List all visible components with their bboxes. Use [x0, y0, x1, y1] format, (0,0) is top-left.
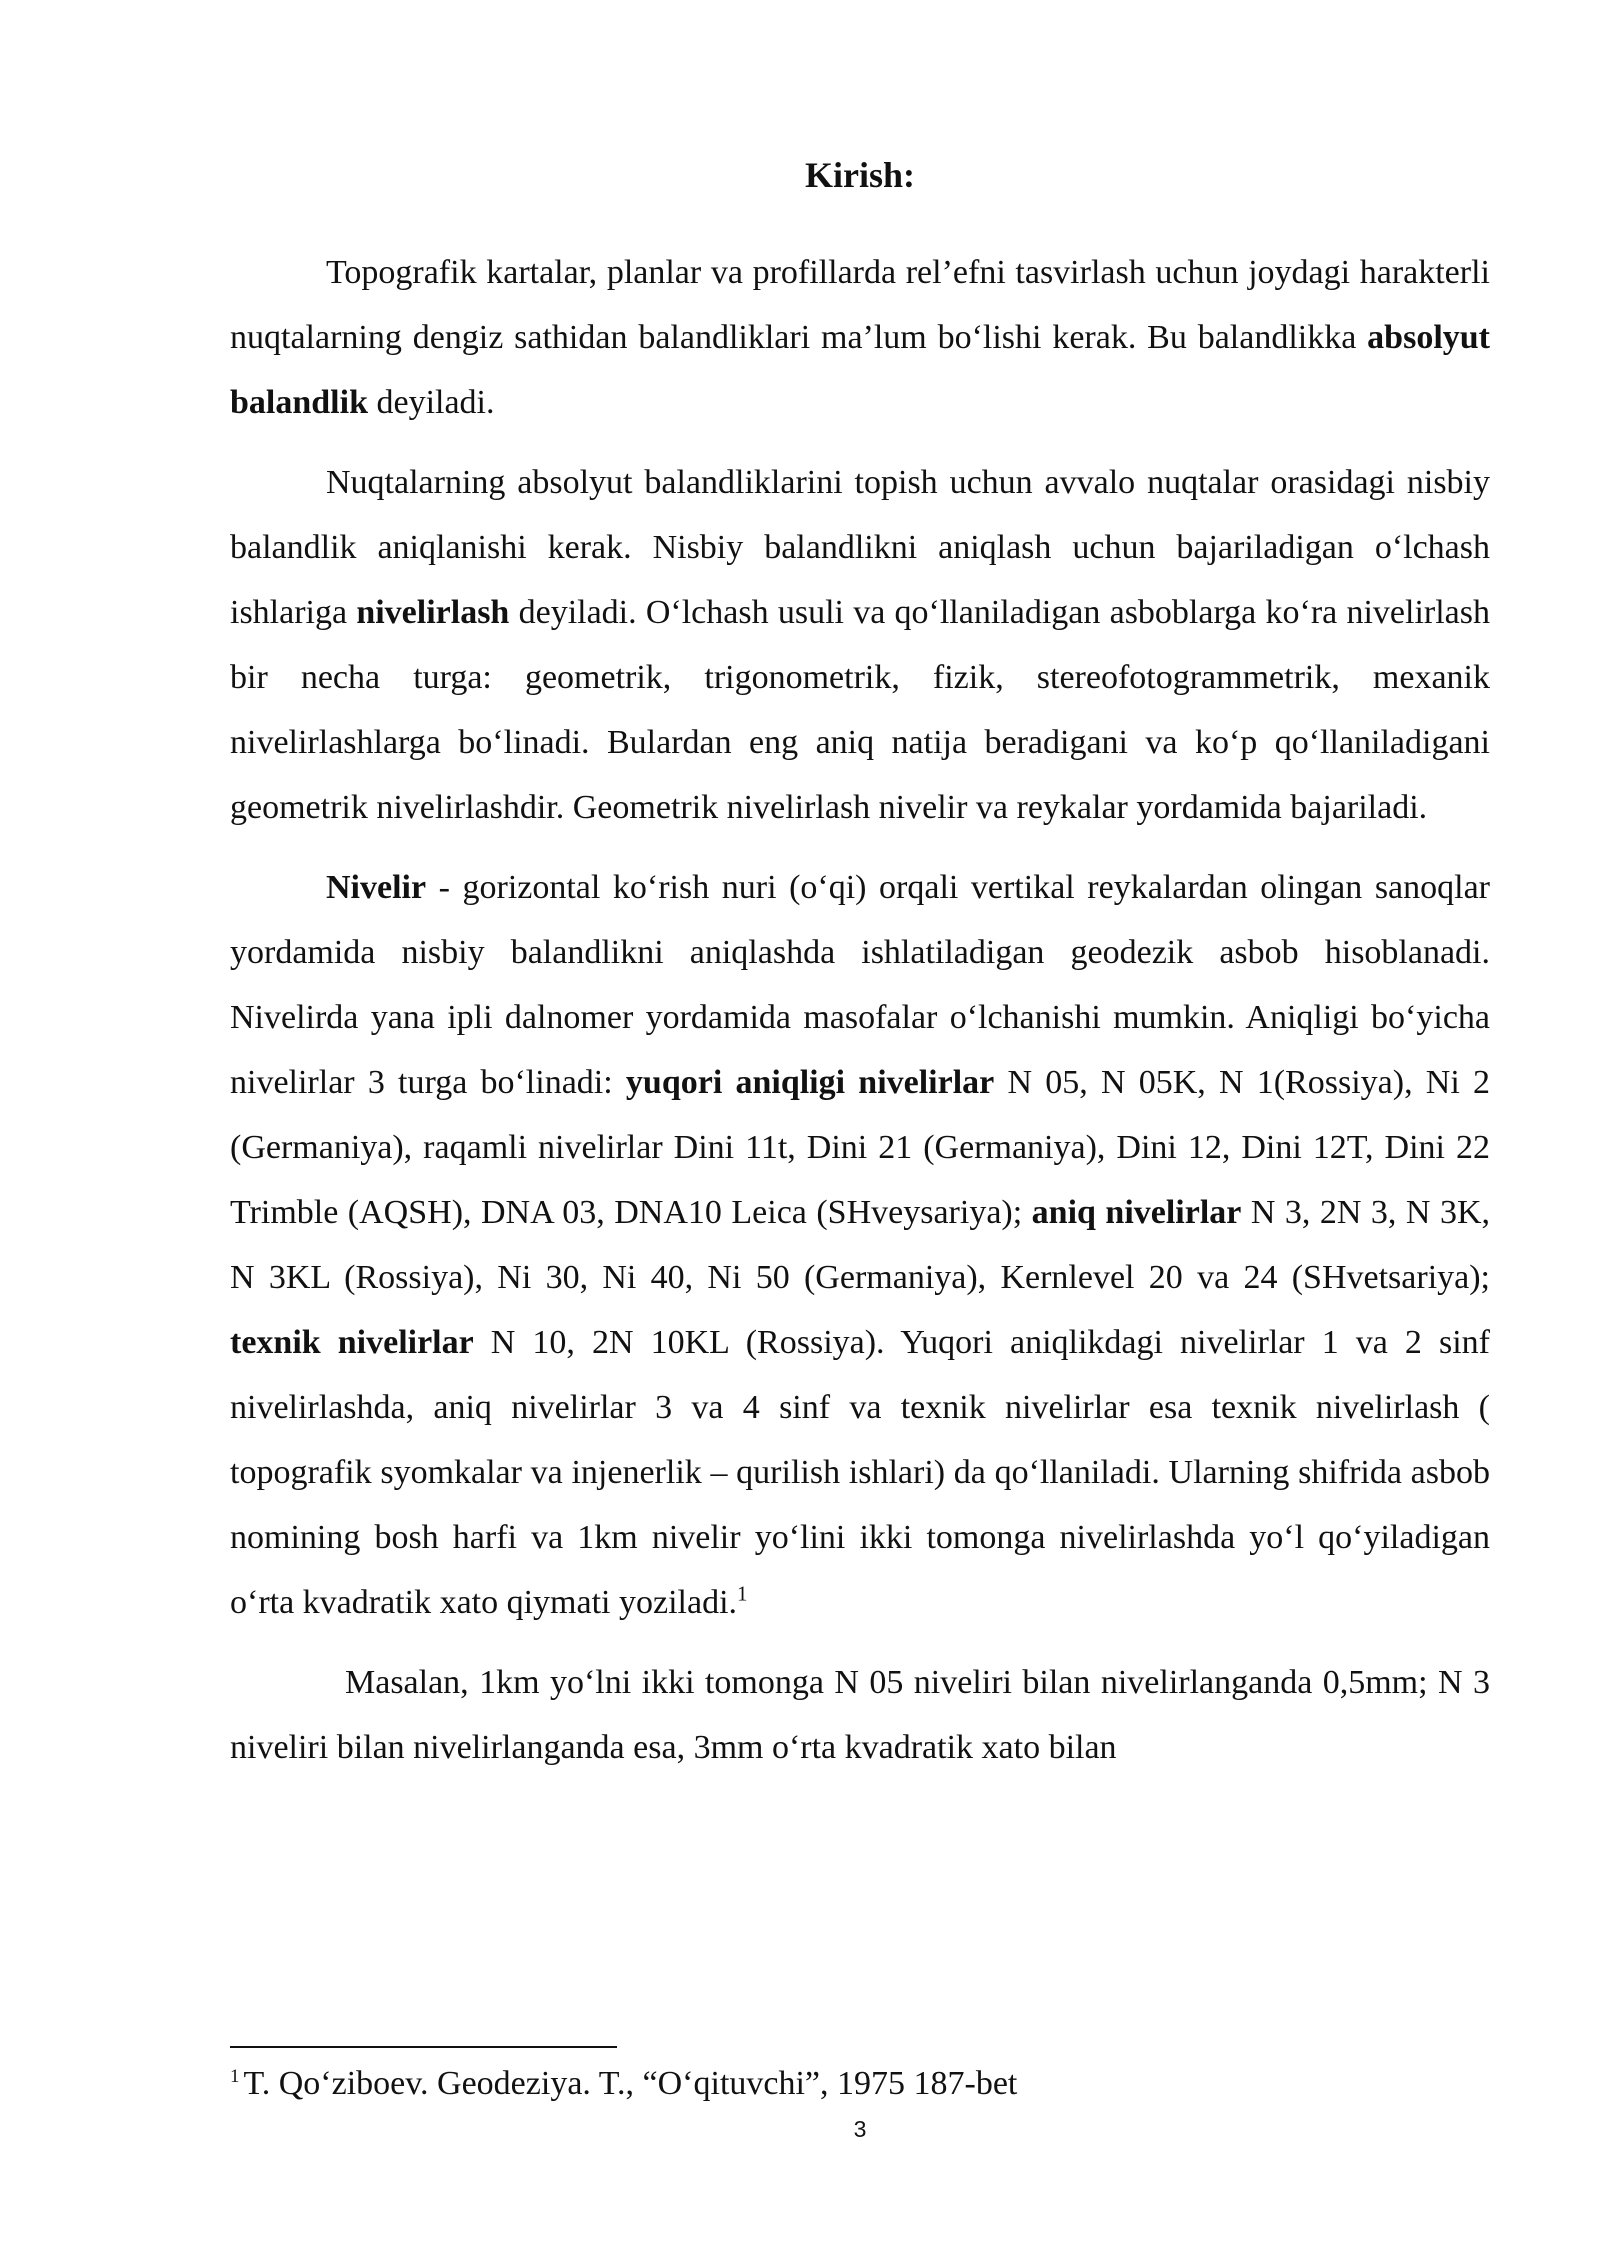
- paragraph-3-text-2: N 05, N 05K, N 1(Rossiya), Ni 2 (Germaniya), raqamli nivelirlar Dini 11t, Dini 21 (Germaniya), Dini 12, Dini 12T, Dini 22 Trimble (AQSH), DNA 03, DNA10 Leica (SHveysariya);: [230, 1064, 1490, 1231]
- paragraph-1-text-2: deyiladi.: [367, 384, 495, 421]
- page-number: 3: [853, 2116, 867, 2142]
- footnote-separator: [230, 2046, 617, 2048]
- term-precise-levels: aniq nivelirlar: [1031, 1194, 1242, 1231]
- paragraph-4: [230, 1650, 1490, 1780]
- paragraph-1: [230, 240, 1490, 435]
- body-text: [230, 240, 1490, 1795]
- term-high-precision-levels: yuqori aniqligi nivelirlar: [625, 1064, 995, 1101]
- paragraph-3-text-3: N 3, 2N 3, N 3K, N 3KL (Rossiya), Ni 30, Ni 40, Ni 50 (Germaniya), Kernlevel 20 va 24 (SHvetsariya);: [230, 1194, 1490, 1296]
- paragraph-2-text-2: deyiladi. O‘lchash usuli va qo‘llaniladigan asboblarga ko‘ra nivelirlash bir necha turga: geometrik, trigonometrik, fizik, stereofotogrammetrik, mexanik nivelirlashlarga bo‘linadi. Bulardan eng aniq natija beradigani va ko‘p qo‘llaniladigani geometrik nivelirlashdir. Geometrik nivelirlash nivelir va reykalar yordamida bajariladi.: [230, 594, 1491, 826]
- paragraph-2-text-1: Nuqtalarning absolyut balandliklarini topish uchun avvalo nuqtalar orasidagi nisbiy balandlik aniqlanishi kerak. Nisbiy balandlikni aniqlash uchun bajariladigan o‘lchash ishlariga: [230, 464, 1490, 631]
- page-title: Kirish:: [804, 155, 915, 195]
- term-absolute-height: absolyut balandlik: [230, 319, 1490, 421]
- paragraph-4-text-1: Masalan, 1km yo‘lni ikki tomonga N 05 niveliri bilan nivelirlanganda 0,5mm; N 3 niveliri bilan nivelirlanganda esa, 3mm o‘rta kvadratik xato bilan: [230, 1664, 1490, 1766]
- paragraph-3-text-4: N 10, 2N 10KL (Rossiya). Yuqori aniqlikdagi nivelirlar 1 va 2 sinf nivelirlashda, aniq nivelirlar 3 va 4 sinf va texnik nivelirlar esa texnik nivelirlash ( topografik syomkalar va injenerlik – qurilish ishlari) da qo‘llaniladi. Ularning shifrida asbob nomining bosh harfi va 1km nivelir yo‘lini ikki tomonga nivelirlashda yo‘l qo‘yiladigan o‘rta kvadratik xato qiymati yoziladi.: [230, 1324, 1490, 1621]
- footnote-reference[interactable]: 1: [737, 1581, 748, 1606]
- term-technical-levels: texnik nivelirlar: [230, 1324, 474, 1361]
- term-level-instrument: Nivelir: [326, 869, 427, 906]
- paragraph-3-text-1: - gorizontal ko‘rish nuri (o‘qi) orqali vertikal reykalardan olingan sanoqlar yordamida nisbiy balandlikni aniqlashda ishlatiladigan geodezik asbob hisoblanadi. Nivelirda yana ipli dalnomer yordamida masofalar o‘lchanishi mumkin. Aniqligi bo‘yicha nivelirlar 3 turga bo‘linadi:: [230, 869, 1490, 1101]
- paragraph-3: [230, 855, 1490, 1635]
- paragraph-1-text-1: Topografik kartalar, planlar va profillarda rel’efni tasvirlash uchun joydagi harakterli nuqtalarning dengiz sathidan balandliklari ma’lum bo‘lishi kerak. Bu balandlikka: [230, 254, 1490, 356]
- term-levelling: nivelirlash: [356, 594, 510, 631]
- paragraph-2: [230, 450, 1490, 840]
- footnote-text: T. Qo‘ziboev. Geodeziya. T., “O‘qituvchi”, 1975 187-bet: [243, 2065, 1018, 2102]
- footnote-mark: 1: [230, 2065, 240, 2087]
- footnote: [230, 2060, 1490, 2108]
